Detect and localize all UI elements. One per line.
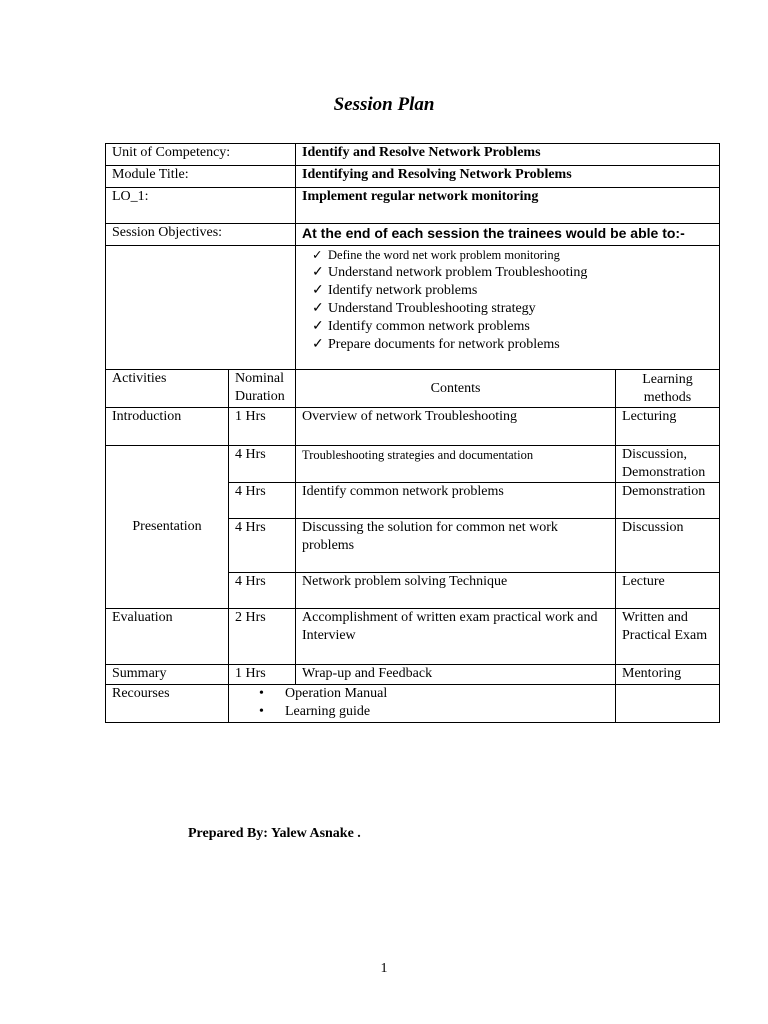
method-cell: Lecturing (616, 408, 720, 446)
duration-cell: 4 Hrs (229, 446, 296, 483)
activity-cell: Presentation (106, 446, 229, 609)
method-cell: Discussion, Demonstration (616, 446, 720, 483)
lo-row (106, 188, 720, 224)
method-cell: Written and Practical Exam (616, 609, 720, 665)
objective-item: ✓ Understand network problem Troubleshooting (312, 265, 588, 280)
method-cell: Lecture (616, 573, 720, 609)
table-row (106, 446, 720, 483)
resources-label: Recourses (106, 685, 229, 723)
col-activities: Activities (106, 370, 229, 408)
resources-list (235, 685, 609, 721)
resource-item: • Learning guide (259, 704, 371, 719)
unit-value: Identify and Resolve Network Problems (296, 144, 720, 166)
objective-item: ✓ Identify common network problems (312, 319, 530, 334)
duration-cell: 1 Hrs (229, 408, 296, 446)
duration-cell: 4 Hrs (229, 519, 296, 573)
method-cell: Mentoring (616, 665, 720, 685)
resource-item: • Operation Manual (259, 686, 388, 701)
objectives-label: Session Objectives: (106, 224, 296, 246)
activity-cell: Introduction (106, 408, 229, 446)
activity-cell: Summary (106, 665, 229, 685)
empty-cell (106, 246, 296, 370)
content-cell: Troubleshooting strategies and documentation (296, 446, 616, 483)
col-duration: Nominal Duration (229, 370, 296, 408)
table-row (106, 408, 720, 446)
empty-cell (616, 685, 720, 723)
checkmark-icon: ✓ (312, 337, 324, 352)
duration-cell: 1 Hrs (229, 665, 296, 685)
duration-cell: 2 Hrs (229, 609, 296, 665)
unit-row (106, 144, 720, 166)
duration-cell: 4 Hrs (229, 483, 296, 519)
content-cell: Discussing the solution for common net work problems (296, 519, 616, 573)
resources-row (106, 685, 720, 723)
page-title: Session Plan (333, 94, 435, 115)
module-value: Identifying and Resolving Network Problems (296, 166, 720, 188)
content-cell: Identify common network problems (296, 483, 616, 519)
content-cell: Accomplishment of written exam practical work and Interview (296, 609, 616, 665)
prepared-by: Prepared By: Yalew Asnake . (188, 826, 361, 841)
module-row (106, 166, 720, 188)
lo-label: LO_1: (106, 188, 296, 224)
duration-cell: 4 Hrs (229, 573, 296, 609)
method-cell: Demonstration (616, 483, 720, 519)
checkmark-icon: ✓ (312, 283, 324, 298)
content-cell: Network problem solving Technique (296, 573, 616, 609)
table-row (106, 665, 720, 685)
objective-item: ✓ Identify network problems (312, 283, 478, 298)
method-cell: Discussion (616, 519, 720, 573)
checkmark-icon: ✓ (312, 248, 323, 262)
module-label: Module Title: (106, 166, 296, 188)
objectives-row (106, 224, 720, 246)
lo-value: Implement regular network monitoring (296, 188, 720, 224)
col-contents: Contents (296, 370, 616, 408)
objectives-intro: At the end of each session the trainees would be able to:- (296, 224, 720, 246)
col-methods: Learning methods (616, 370, 720, 408)
content-cell: Overview of network Troubleshooting (296, 408, 616, 446)
page-number: 1 (380, 961, 388, 976)
content-cell: Wrap-up and Feedback (296, 665, 616, 685)
table-row (106, 609, 720, 665)
objective-item: ✓ Understand Troubleshooting strategy (312, 301, 536, 316)
bullet-icon: • (259, 686, 264, 701)
checkmark-icon: ✓ (312, 265, 324, 280)
checkmark-icon: ✓ (312, 319, 324, 334)
objectives-list-row (106, 246, 720, 370)
objectives-list (302, 246, 713, 354)
objective-item: ✓ Define the word net work problem monitoring (312, 248, 560, 262)
objectives-cell (296, 246, 720, 370)
objective-item: ✓ Prepare documents for network problems (312, 337, 560, 352)
activity-cell: Evaluation (106, 609, 229, 665)
session-plan-table (105, 143, 720, 723)
columns-header-row (106, 370, 720, 408)
bullet-icon: • (259, 704, 264, 719)
resources-cell (229, 685, 616, 723)
checkmark-icon: ✓ (312, 301, 324, 316)
unit-label: Unit of Competency: (106, 144, 296, 166)
